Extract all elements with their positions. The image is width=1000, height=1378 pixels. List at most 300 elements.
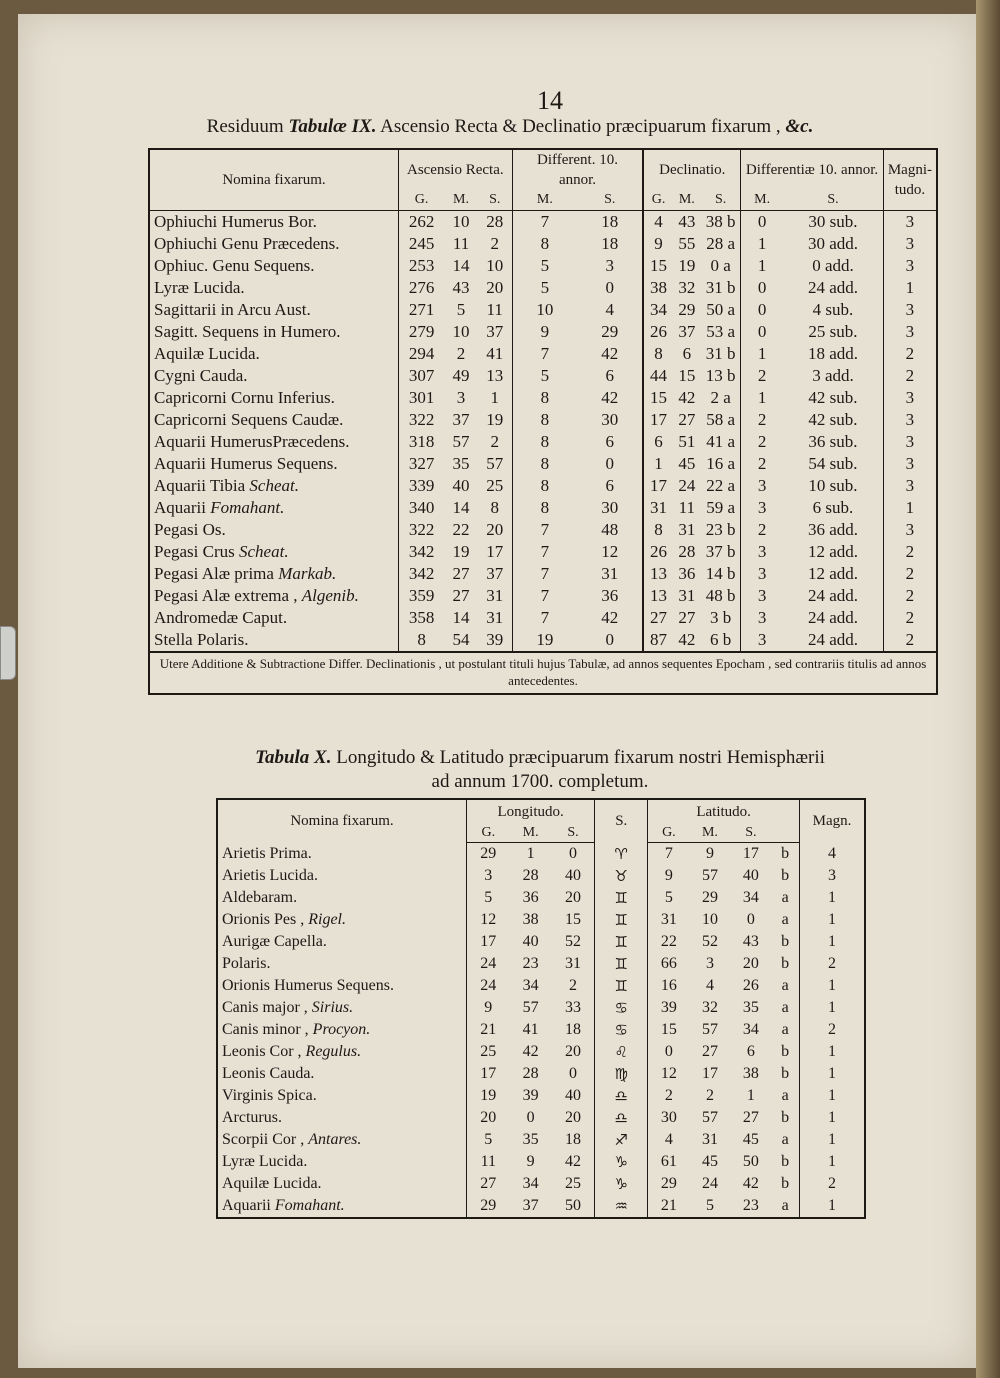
- different-s: 12: [601, 542, 619, 561]
- table-row: [149, 453, 937, 475]
- star-name: Sagitt. Sequens in Humero.: [154, 322, 341, 341]
- sub-m: M.: [512, 190, 577, 211]
- star-name: Scorpii Cor ,: [222, 1131, 309, 1148]
- longitudo-g: 3: [467, 865, 510, 887]
- different-s: 0: [605, 630, 614, 649]
- table-row: [217, 975, 865, 997]
- star-name: Aquarii: [222, 1197, 275, 1214]
- different-s: 30: [601, 498, 619, 517]
- table-row: [149, 299, 937, 321]
- star-name: Sagittarii in Arcu Aust.: [154, 300, 311, 319]
- zodiac-sign-icon: ♌: [595, 1041, 648, 1063]
- star-name-cell: [217, 1063, 467, 1085]
- table-row: [217, 953, 865, 975]
- table-row: [217, 1041, 865, 1063]
- star-name: Aurigæ Capella.: [222, 933, 327, 950]
- longitudo-g: 24: [467, 953, 510, 975]
- different-s: 30: [601, 410, 619, 429]
- different-s: 42: [601, 608, 619, 627]
- star-name-italic: Markab.: [278, 564, 337, 583]
- latitudo-g: 16: [648, 975, 690, 997]
- latitudo-direction: a: [781, 1197, 789, 1214]
- declinatio-s: 50 a: [706, 300, 735, 319]
- table-row: [217, 1151, 865, 1173]
- declinatio-s: 31 b: [705, 278, 736, 297]
- latitudo-m: 45: [701, 1153, 718, 1170]
- different-m: 7: [512, 563, 577, 585]
- star-name-cell: [217, 975, 467, 997]
- different-s: 18: [601, 212, 619, 231]
- latitudo-m: 2: [705, 1087, 714, 1104]
- sub-s: S.: [701, 190, 741, 211]
- declinatio-m: 43: [678, 212, 696, 231]
- longitudo-m: 40: [522, 933, 539, 950]
- differentiae-m: 1: [741, 233, 783, 255]
- declinatio-g: 9: [643, 233, 672, 255]
- table10-heading: [160, 746, 920, 794]
- table-row: [149, 255, 937, 277]
- latitudo-g: 12: [648, 1063, 690, 1085]
- sub-m: M.: [690, 824, 731, 843]
- sub-s: S.: [783, 190, 883, 211]
- heading-line1: Longitudo & Latitudo præcipuarum fixarum nostri Hemisphærii: [336, 747, 825, 768]
- magnitudo: 1: [883, 497, 937, 519]
- magnitudo: 2: [883, 585, 937, 607]
- longitudo-s: 31: [564, 955, 581, 972]
- declinatio-s: 0 a: [710, 256, 731, 275]
- zodiac-sign-icon: ♍: [595, 1063, 648, 1085]
- table-row: [217, 1129, 865, 1151]
- different-s: 29: [601, 322, 619, 341]
- sub-g: G.: [648, 824, 690, 843]
- magnitudo: 3: [883, 409, 937, 431]
- longitudo-s: 15: [564, 911, 581, 928]
- differentiae-s: 12 add.: [807, 542, 858, 561]
- different-s: 6: [605, 476, 614, 495]
- latitudo-direction: b: [781, 1109, 790, 1126]
- magnitudo: 3: [800, 865, 866, 887]
- col-magn-header: Magn.: [800, 799, 866, 843]
- latitudo-direction: b: [781, 867, 790, 884]
- longitudo-s: 20: [564, 1043, 581, 1060]
- declinatio-g: 15: [643, 255, 672, 277]
- differentiae-m: 0: [741, 321, 783, 343]
- star-name-cell: [149, 211, 399, 234]
- different-m: 5: [512, 365, 577, 387]
- declinatio-s: 23 b: [705, 520, 736, 539]
- star-name-cell: [217, 1085, 467, 1107]
- star-name-cell: [149, 607, 399, 629]
- table-row: [149, 475, 937, 497]
- sub-s: S.: [730, 824, 771, 843]
- different-m: 8: [512, 233, 577, 255]
- heading-line2: ad annum 1700. completum.: [431, 771, 649, 792]
- longitudo-g: 9: [467, 997, 510, 1019]
- latitudo-m: 29: [701, 889, 718, 906]
- table9-heading: [110, 116, 910, 138]
- magnitudo: 2: [800, 953, 866, 975]
- star-name-italic: Antares.: [308, 1131, 362, 1148]
- ascensio-m: 35: [452, 454, 470, 473]
- table-row: [149, 343, 937, 365]
- latitudo-m: 31: [701, 1131, 718, 1148]
- table-row: [217, 1063, 865, 1085]
- ascensio-m: 54: [452, 630, 470, 649]
- ascensio-s: 20: [486, 520, 504, 539]
- longitudo-m: 39: [522, 1087, 539, 1104]
- declinatio-m: 11: [678, 498, 696, 517]
- ascensio-g: 307: [399, 365, 445, 387]
- magnitudo: 2: [800, 1019, 866, 1041]
- ascensio-m: 19: [452, 542, 470, 561]
- latitudo-direction: b: [781, 1065, 790, 1082]
- differentiae-m: 0: [741, 211, 783, 234]
- heading-etc: &c.: [785, 116, 814, 137]
- latitudo-m: 3: [705, 955, 714, 972]
- magnitudo: 3: [883, 211, 937, 234]
- different-m: 19: [512, 629, 577, 652]
- differentiae-s: 25 sub.: [808, 322, 858, 341]
- sub-m: M.: [444, 190, 478, 211]
- zodiac-sign-icon: ♒: [595, 1195, 648, 1218]
- longitudo-s: 18: [564, 1021, 581, 1038]
- declinatio-s: 14 b: [705, 564, 736, 583]
- table-row: [149, 497, 937, 519]
- star-name-italic: Scheat.: [239, 542, 289, 561]
- star-name-cell: [217, 1195, 467, 1218]
- sub-m: M.: [673, 190, 701, 211]
- zodiac-sign-icon: ♊: [595, 975, 648, 997]
- longitudo-m: 28: [522, 1065, 539, 1082]
- declinatio-g: 8: [643, 343, 672, 365]
- latitudo-g: 31: [648, 909, 690, 931]
- table-row: [149, 409, 937, 431]
- longitudo-g: 29: [467, 1195, 510, 1218]
- magnitudo: 1: [883, 277, 937, 299]
- latitudo-s: 23: [742, 1197, 759, 1214]
- col-latitudo-header: Latitudo.: [648, 799, 800, 824]
- star-name-cell: [217, 843, 467, 866]
- table-row: [149, 563, 937, 585]
- declinatio-s: 38 b: [705, 212, 736, 231]
- longitudo-m: 23: [522, 955, 539, 972]
- star-name-cell: [217, 909, 467, 931]
- differentiae-m: 2: [741, 431, 783, 453]
- different-m: 7: [512, 607, 577, 629]
- longitudo-g: 11: [467, 1151, 510, 1173]
- star-name: Aquilæ Lucida.: [222, 1175, 322, 1192]
- table-row: [217, 909, 865, 931]
- declinatio-g: 6: [643, 431, 672, 453]
- differentiae-s: 0 add.: [812, 256, 854, 275]
- ascensio-g: 279: [399, 321, 445, 343]
- latitudo-direction: b: [781, 1153, 790, 1170]
- star-name-cell: [149, 365, 399, 387]
- table-x: [216, 798, 866, 1219]
- ascensio-s: 31: [486, 586, 504, 605]
- ascensio-s: 13: [486, 366, 504, 385]
- star-name: Andromedæ Caput.: [154, 608, 288, 627]
- latitudo-direction: b: [781, 1043, 790, 1060]
- star-name-cell: [217, 997, 467, 1019]
- declinatio-s: 22 a: [706, 476, 735, 495]
- declinatio-s: 28 a: [706, 234, 735, 253]
- magnitudo: 1: [800, 1107, 866, 1129]
- different-s: 42: [601, 388, 619, 407]
- star-name-cell: [149, 387, 399, 409]
- declinatio-s: 3 b: [709, 608, 732, 627]
- declinatio-g: 15: [643, 387, 672, 409]
- col-ascensio-header: Ascensio Recta.: [399, 149, 513, 190]
- different-s: 48: [601, 520, 619, 539]
- ascensio-g: 318: [399, 431, 445, 453]
- zodiac-sign-icon: ♐: [595, 1129, 648, 1151]
- longitudo-g: 21: [467, 1019, 510, 1041]
- declinatio-m: 29: [678, 300, 696, 319]
- magnitudo: 3: [883, 475, 937, 497]
- star-name-cell: [217, 887, 467, 909]
- star-name-cell: [217, 1129, 467, 1151]
- table-row: [149, 233, 937, 255]
- star-name: Canis major ,: [222, 999, 312, 1016]
- latitudo-s: 17: [742, 845, 759, 862]
- magnitudo: 3: [883, 431, 937, 453]
- longitudo-g: 25: [467, 1041, 510, 1063]
- latitudo-m: 52: [701, 933, 718, 950]
- declinatio-m: 31: [678, 520, 696, 539]
- table-row: [217, 931, 865, 953]
- longitudo-s: 2: [568, 977, 577, 994]
- ascensio-m: 40: [452, 476, 470, 495]
- differentiae-s: 24 add.: [807, 278, 858, 297]
- table-row: [217, 865, 865, 887]
- star-name: Aquarii: [154, 498, 211, 517]
- latitudo-s: 34: [742, 889, 759, 906]
- different-s: 0: [605, 278, 614, 297]
- ascensio-s: 8: [490, 498, 499, 517]
- sub-g: G.: [399, 190, 445, 211]
- declinatio-s: 41 a: [706, 432, 735, 451]
- ascensio-g: 245: [399, 233, 445, 255]
- declinatio-m: 55: [678, 234, 696, 253]
- ascensio-m: 14: [452, 608, 470, 627]
- longitudo-s: 50: [564, 1197, 581, 1214]
- table-row: [149, 211, 937, 234]
- different-m: 8: [512, 497, 577, 519]
- differentiae-s: 4 sub.: [812, 300, 854, 319]
- star-name-cell: [217, 1107, 467, 1129]
- longitudo-s: 40: [564, 1087, 581, 1104]
- latitudo-s: 40: [742, 867, 759, 884]
- star-name: Cygni Cauda.: [154, 366, 248, 385]
- latitudo-direction: b: [781, 845, 790, 862]
- table-row: [149, 541, 937, 563]
- differentiae-s: 36 add.: [807, 520, 858, 539]
- ascensio-g: 358: [399, 607, 445, 629]
- declinatio-m: 6: [682, 344, 692, 363]
- ascensio-m: 10: [452, 322, 470, 341]
- ascensio-m: 3: [456, 388, 466, 407]
- differentiae-s: 24 add.: [807, 630, 858, 649]
- table-ix: [148, 148, 938, 695]
- latitudo-g: 39: [648, 997, 690, 1019]
- ascensio-g: 339: [399, 475, 445, 497]
- latitudo-s: 20: [742, 955, 759, 972]
- differentiae-s: 24 add.: [807, 608, 858, 627]
- star-name: Pegasi Os.: [154, 520, 226, 539]
- latitudo-g: 61: [648, 1151, 690, 1173]
- table-row: [217, 1107, 865, 1129]
- star-name-cell: [149, 453, 399, 475]
- zodiac-sign-icon: ♉: [595, 865, 648, 887]
- longitudo-s: 0: [568, 1065, 577, 1082]
- differentiae-s: 42 sub.: [808, 388, 858, 407]
- ascensio-s: 19: [486, 410, 504, 429]
- ascensio-m: 43: [452, 278, 470, 297]
- latitudo-g: 0: [648, 1041, 690, 1063]
- star-name: Lyræ Lucida.: [222, 1153, 308, 1170]
- ascensio-m: 10: [452, 212, 470, 231]
- star-name-cell: [217, 953, 467, 975]
- longitudo-m: 34: [522, 1175, 539, 1192]
- ascensio-m: 5: [456, 300, 466, 319]
- star-name: Aquarii Humerus Sequens.: [154, 454, 338, 473]
- star-name-italic: Sirius.: [311, 999, 354, 1016]
- declinatio-m: 32: [678, 278, 696, 297]
- ascensio-s: 2: [490, 432, 499, 451]
- star-name-cell: [217, 1173, 467, 1195]
- latitudo-g: 4: [648, 1129, 690, 1151]
- latitudo-m: 57: [701, 1021, 718, 1038]
- table-row: [149, 277, 937, 299]
- latitudo-direction: b: [781, 933, 790, 950]
- magnitudo: 1: [800, 997, 866, 1019]
- magnitudo: 3: [883, 299, 937, 321]
- star-name-cell: [149, 541, 399, 563]
- ascensio-g: 271: [399, 299, 445, 321]
- latitudo-m: 57: [701, 867, 718, 884]
- different-m: 9: [512, 321, 577, 343]
- table-row: [149, 585, 937, 607]
- differentiae-s: 3 add.: [812, 366, 854, 385]
- ascensio-s: 1: [490, 388, 499, 407]
- star-name-cell: [217, 1041, 467, 1063]
- declinatio-g: 31: [643, 497, 672, 519]
- page-clip: [0, 626, 16, 680]
- ascensio-m: 27: [452, 586, 470, 605]
- declinatio-g: 1: [643, 453, 672, 475]
- magnitudo: 1: [800, 931, 866, 953]
- table-row: [217, 1085, 865, 1107]
- table-row: [149, 431, 937, 453]
- latitudo-direction: a: [781, 911, 789, 928]
- longitudo-m: 42: [522, 1043, 539, 1060]
- star-name-cell: [149, 255, 399, 277]
- star-name: Pegasi Alæ extrema ,: [154, 586, 302, 605]
- ascensio-g: 8: [399, 629, 445, 652]
- differentiae-m: 2: [741, 453, 783, 475]
- ascensio-m: 37: [452, 410, 470, 429]
- different-m: 8: [512, 387, 577, 409]
- latitudo-s: 1: [746, 1087, 755, 1104]
- latitudo-g: 7: [648, 843, 690, 866]
- ascensio-g: 359: [399, 585, 445, 607]
- latitudo-direction: a: [781, 889, 789, 906]
- longitudo-s: 25: [564, 1175, 581, 1192]
- longitudo-m: 34: [522, 977, 539, 994]
- table-row: [217, 997, 865, 1019]
- magnitudo: 3: [883, 519, 937, 541]
- ascensio-m: 27: [452, 564, 470, 583]
- longitudo-s: 20: [564, 889, 581, 906]
- latitudo-s: 27: [742, 1109, 759, 1126]
- declinatio-s: 48 b: [705, 586, 736, 605]
- ascensio-g: 342: [399, 541, 445, 563]
- differentiae-m: 0: [741, 299, 783, 321]
- zodiac-sign-icon: ♊: [595, 953, 648, 975]
- zodiac-sign-icon: ♈: [595, 843, 648, 866]
- differentiae-m: 3: [741, 497, 783, 519]
- heading-label: Tabulæ IX.: [288, 116, 377, 137]
- longitudo-s: 20: [564, 1109, 581, 1126]
- star-name-cell: [149, 321, 399, 343]
- different-m: 7: [512, 343, 577, 365]
- latitudo-g: 30: [648, 1107, 690, 1129]
- differentiae-m: 3: [741, 629, 783, 652]
- differentiae-m: 1: [741, 343, 783, 365]
- magnitudo: 2: [883, 541, 937, 563]
- star-name-cell: [149, 277, 399, 299]
- ascensio-s: 25: [486, 476, 504, 495]
- different-m: 7: [512, 211, 577, 234]
- differentiae-m: 3: [741, 585, 783, 607]
- ascensio-g: 327: [399, 453, 445, 475]
- latitudo-m: 10: [701, 911, 718, 928]
- different-m: 5: [512, 277, 577, 299]
- longitudo-m: 35: [522, 1131, 539, 1148]
- table-row: [149, 629, 937, 652]
- star-name-italic: Scheat.: [249, 476, 299, 495]
- ascensio-g: 340: [399, 497, 445, 519]
- declinatio-s: 37 b: [705, 542, 736, 561]
- table-row: [217, 843, 865, 866]
- longitudo-s: 40: [564, 867, 581, 884]
- col-name-header: Nomina fixarum.: [222, 172, 326, 188]
- table-row: [217, 1195, 865, 1218]
- differentiae-s: 30 add.: [807, 234, 858, 253]
- declinatio-g: 17: [643, 475, 672, 497]
- zodiac-sign-icon: ♎: [595, 1107, 648, 1129]
- star-name: Lyræ Lucida.: [154, 278, 245, 297]
- different-m: 8: [512, 453, 577, 475]
- longitudo-g: 17: [467, 1063, 510, 1085]
- declinatio-m: 27: [678, 608, 696, 627]
- zodiac-sign-icon: ♊: [595, 931, 648, 953]
- col-sign-header: S.: [595, 799, 648, 843]
- ascensio-s: 17: [486, 542, 504, 561]
- zodiac-sign-icon: ♊: [595, 887, 648, 909]
- different-m: 8: [512, 409, 577, 431]
- declinatio-s: 59 a: [706, 498, 735, 517]
- star-name-cell: [149, 431, 399, 453]
- longitudo-m: 28: [522, 867, 539, 884]
- zodiac-sign-icon: ♑: [595, 1151, 648, 1173]
- declinatio-m: 19: [678, 256, 696, 275]
- magnitudo: 3: [883, 233, 937, 255]
- col-differentiae-header: Differentiæ 10. annor.: [741, 149, 884, 190]
- latitudo-direction: a: [781, 1087, 789, 1104]
- table-row: [149, 387, 937, 409]
